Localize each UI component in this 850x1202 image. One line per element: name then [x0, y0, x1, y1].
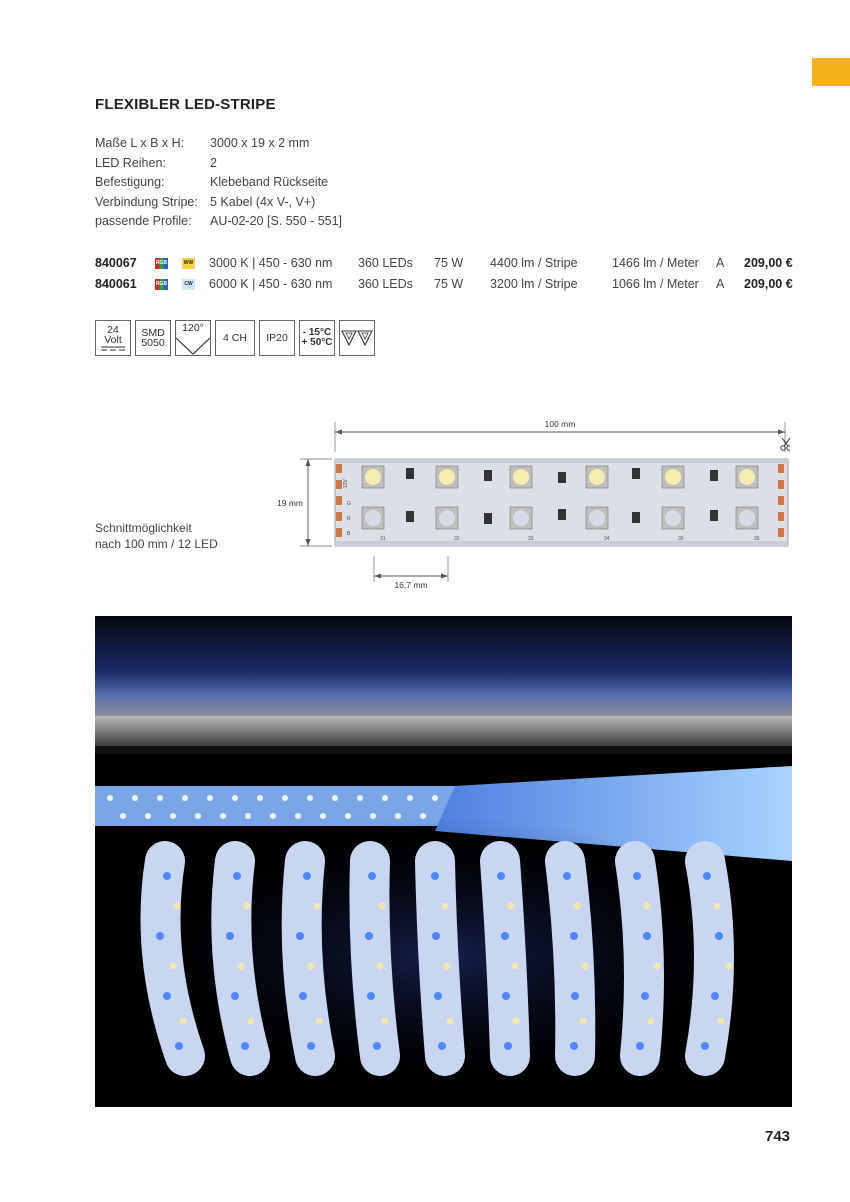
temperature-min: - 15°C	[302, 327, 332, 338]
coil-loop	[705, 861, 714, 1056]
led-lens	[439, 510, 455, 526]
spec-value: AU-02-20 [S. 550 - 551]	[210, 214, 343, 228]
led-lens	[365, 510, 381, 526]
spec-list	[95, 136, 342, 234]
coil-loop	[369, 861, 380, 1056]
lumen-per-stripe: 4400 lm / Stripe	[490, 256, 578, 270]
channels-label: 4 CH	[223, 332, 247, 344]
profile-shadow	[95, 746, 792, 754]
segment-label: 16,7 mm	[394, 580, 428, 590]
spec-row-dimensions	[95, 136, 342, 156]
rgb-badge: RGB	[155, 279, 168, 290]
temperature-max: + 50°C	[301, 337, 333, 348]
led-lens	[439, 469, 455, 485]
led-lens	[739, 469, 755, 485]
temperature-range-icon	[299, 320, 335, 356]
led-strip-photo	[95, 616, 792, 1107]
spec-value: 3000 x 19 x 2 mm	[210, 136, 310, 150]
color-temperature: 6000 K | 450 - 630 nm	[209, 277, 333, 291]
top-glow	[95, 616, 792, 716]
dimension-drawing	[270, 410, 790, 600]
coil-loop	[231, 861, 250, 1056]
smd-type-icon	[135, 320, 171, 356]
led-lens	[513, 510, 529, 526]
pcb-number: 32	[454, 536, 460, 542]
pcb-label-r: R	[347, 516, 351, 522]
cut-option-caption	[95, 520, 218, 552]
spec-label: Maße L x B x H:	[95, 136, 185, 150]
voltage-icon	[95, 320, 131, 356]
article-number: 840067	[95, 256, 137, 270]
spec-value: 5 Kabel (4x V-, V+)	[210, 194, 316, 209]
arrow-head	[306, 459, 311, 466]
ip-rating-label: IP20	[266, 332, 288, 344]
feature-icon-row	[95, 320, 375, 356]
beam-cone-icon	[175, 320, 211, 356]
led-lens	[513, 469, 529, 485]
coil-loop	[635, 861, 644, 1056]
pcb-number: 31	[380, 536, 386, 542]
led-count: 360 LEDs	[358, 256, 413, 270]
pcb-number: 33	[528, 536, 534, 542]
energy-class: A	[716, 256, 725, 270]
led-lens	[739, 510, 755, 526]
pcb-label-b: B	[347, 531, 351, 537]
arrow-head	[441, 574, 448, 579]
pcb-edge-bottom	[335, 541, 788, 546]
furniture-mount-icon	[339, 320, 375, 356]
lumen-per-meter: 1066 lm / Meter	[612, 277, 699, 291]
scissors-icon	[781, 438, 790, 450]
led-count: 360 LEDs	[358, 277, 413, 291]
cut-option-line-1: Schnittmöglichkeit	[95, 521, 192, 535]
pcb-edge-top	[335, 459, 788, 463]
double-triangle-icon	[340, 327, 374, 349]
length-label: 100 mm	[544, 419, 576, 429]
channels-icon	[215, 320, 255, 356]
product-photo	[95, 616, 792, 1107]
spec-row-mounting	[95, 175, 342, 195]
pcb-label-g: G	[347, 501, 351, 507]
led-lens	[589, 469, 605, 485]
aluminium-profile	[95, 716, 792, 746]
spec-value: Klebeband Rückseite	[210, 175, 329, 189]
lumen-per-stripe: 3200 lm / Stripe	[490, 277, 578, 291]
smd-line-2: 5050	[141, 337, 165, 349]
section-color-tab	[812, 58, 850, 86]
page-number: 743	[765, 1128, 791, 1145]
led-lens	[665, 469, 681, 485]
coil-loop	[161, 861, 186, 1056]
pcb-label-12v: 12V	[343, 479, 349, 488]
spec-value: 2	[210, 155, 217, 170]
arrow-head	[778, 430, 785, 435]
energy-class: A	[716, 277, 725, 291]
lumen-per-meter: 1466 lm / Meter	[612, 256, 699, 270]
arrow-head	[306, 539, 311, 546]
voltage-value: 24	[107, 324, 119, 336]
ip-rating-icon	[259, 320, 295, 356]
beam-angle-value: 120°	[182, 322, 204, 334]
spec-row-profiles	[95, 214, 342, 234]
coil-loop	[302, 861, 315, 1056]
voltage-unit: Volt	[104, 334, 122, 346]
led-lens	[589, 510, 605, 526]
article-number: 840061	[95, 277, 137, 291]
spec-label: Verbindung Stripe:	[95, 194, 198, 209]
spec-label: LED Reihen:	[95, 155, 166, 170]
pcb-number: 36	[754, 536, 760, 542]
coil-loop	[435, 861, 445, 1056]
cut-option-line-2: nach 100 mm / 12 LED	[95, 537, 218, 551]
page-title: FLEXIBLER LED-STRIPE	[95, 96, 276, 113]
smd-line-1: SMD	[141, 327, 165, 339]
coiled-strip	[161, 861, 715, 1056]
coil-loop	[500, 861, 510, 1056]
rgb-badge: RGB	[155, 258, 168, 269]
spec-label: passende Profile:	[95, 214, 192, 228]
warm-white-badge: WW	[182, 258, 195, 269]
dc-symbol-icon	[101, 346, 125, 352]
wattage: 75 W	[434, 277, 464, 291]
color-temperature: 3000 K | 450 - 630 nm	[209, 256, 333, 270]
price: 209,00 €	[744, 256, 793, 270]
spec-label: Befestigung:	[95, 175, 165, 189]
beam-angle-icon	[175, 320, 211, 356]
led-lens	[665, 510, 681, 526]
price: 209,00 €	[744, 277, 793, 291]
width-label: 19 mm	[277, 498, 303, 508]
arrow-head	[335, 430, 342, 435]
pcb-number: 35	[678, 536, 684, 542]
led-lens	[365, 469, 381, 485]
cold-white-badge: CW	[182, 279, 195, 290]
wattage: 75 W	[434, 256, 464, 270]
pcb-number: 34	[604, 536, 610, 542]
spec-row-connection	[95, 195, 342, 215]
spec-row-led-rows	[95, 156, 342, 176]
arrow-head	[374, 574, 381, 579]
coil-loop	[565, 861, 575, 1056]
